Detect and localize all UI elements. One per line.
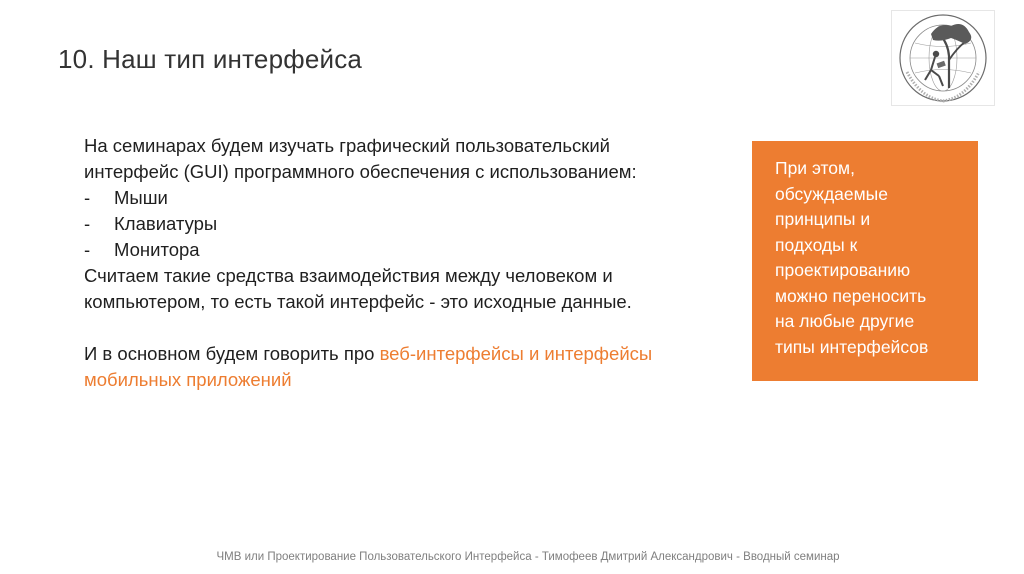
slide-title: 10. Наш тип интерфейса	[58, 44, 363, 74]
paragraph-gap	[84, 315, 724, 341]
callout-line: можно переносить	[775, 285, 927, 306]
list-item	[84, 211, 724, 237]
focus-highlight: веб-интерфейсы и интерфейсы	[379, 343, 653, 364]
list-dash: -	[84, 213, 91, 234]
list-item	[84, 237, 724, 263]
conclusion-line: Считаем такие средства взаимодействия между человеком и	[84, 265, 613, 286]
callout-line: обсуждаемые	[775, 183, 888, 204]
university-logo	[891, 10, 995, 106]
callout-line: подходы к	[775, 234, 858, 255]
callout-line: При этом,	[775, 158, 855, 178]
focus-lead: И в основном будем говорить про	[84, 343, 380, 364]
callout-line: принципы и	[775, 209, 871, 229]
callout-box	[752, 141, 978, 381]
callout-line: на любые другие	[775, 311, 915, 331]
callout-line: типы интерфейсов	[775, 336, 929, 357]
list-item-text: Клавиатуры	[114, 213, 218, 234]
list-dash: -	[84, 239, 91, 260]
main-text-block	[84, 133, 724, 393]
intro-line: На семинарах будем изучать графический пользовательский	[84, 135, 610, 156]
focus-line	[84, 341, 724, 367]
list-item-text: Мыши	[114, 187, 168, 208]
list-dash: -	[84, 187, 91, 208]
list-item	[84, 185, 724, 211]
callout-line: проектированию	[775, 260, 911, 280]
conclusion-line: компьютером, то есть такой интерфейс - это исходные данные.	[84, 291, 632, 312]
reader-under-tree-icon	[891, 10, 995, 106]
intro-line: интерфейс (GUI) программного обеспечения с использованием:	[84, 161, 637, 182]
focus-highlight: мобильных приложений	[84, 369, 292, 390]
list-item-text: Монитора	[114, 239, 200, 260]
slide-footer: ЧМВ или Проектирование Пользовательского Интерфейса - Тимофеев Дмитрий Александрович - Вводный семинар	[216, 551, 840, 563]
